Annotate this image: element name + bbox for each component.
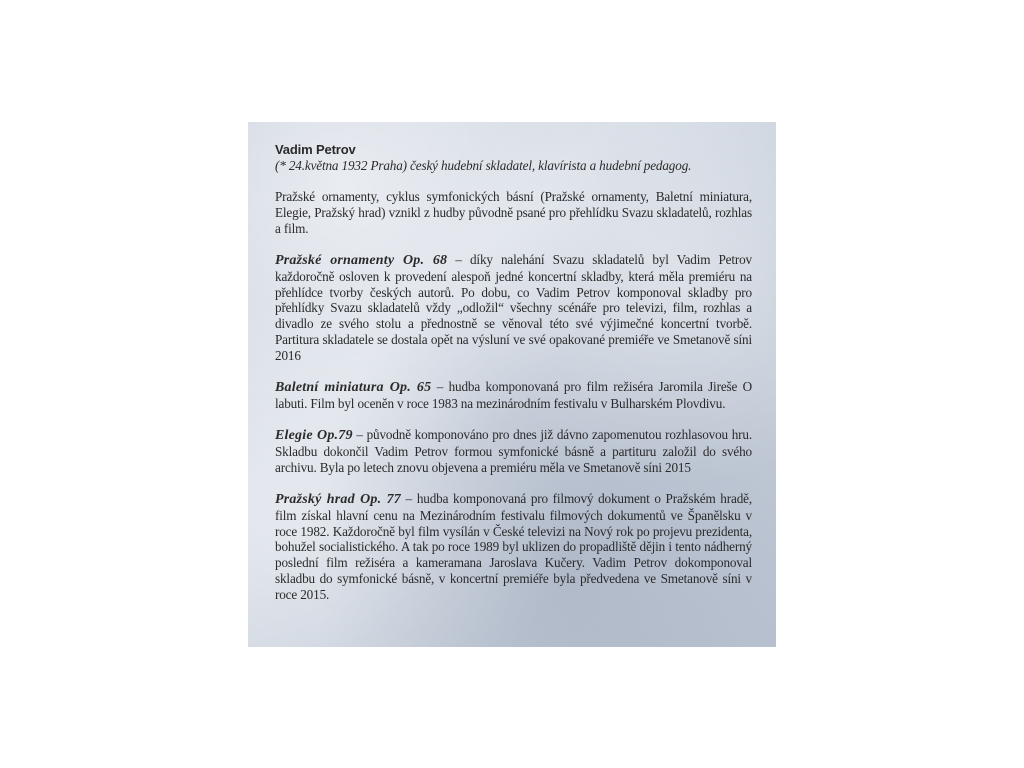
- intro-paragraph: Pražské ornamenty, cyklus symfonických básní (Pražské ornamenty, Baletní miniatura, Elegie, Pražský hrad) vznikl z hudby původně psané pro přehlídku Svazu skladatelů, rozhlas a film.: [275, 189, 752, 236]
- work-description: – díky nalehání Svazu skladatelů byl Vadim Petrov každoročně osloven k provedení alespoň jedné koncertní skladby, která měla premiéru na přehlídce tvorby českých autorů. Po dobu, co Vadim Petrov komponoval skladby pro přehlídky Svazu skladatelů vždy „odložil“ všechny scénáře pro televizi, film, rozhlas a divadlo ze svého stolu a přednostně se věnoval této své výjimečné koncertní tvorbě. Partitura skladatele se dostala opět na výsluní ve své opakované premiéře ve Smetanově síni 2016: [275, 251, 752, 363]
- author-header: [275, 142, 752, 174]
- work-description: – hudba komponovaná pro filmový dokument o Pražském hradě, film získal hlavní cenu na Mezinárodním festivalu filmových dokumentů ve Španělsku v roce 1982. Každoročně byl film vysílán v České televizi na Nový rok po projevu prezidenta, bohužel socialistického. A tak po roce 1989 byl uklizen do propadliště dějin i tento nádherný poslední film režiséra a kameramana Jaroslava Kučery. Vadim Petrov dokomponoval skladbu do symfonické básně, v koncertní premiéře byla předvedena ve Smetanově síni v roce 2015.: [275, 491, 752, 602]
- work-paragraph-elegie: [275, 427, 752, 475]
- work-title: Pražské ornamenty Op. 68: [275, 252, 448, 268]
- author-name: Vadim Petrov: [275, 142, 356, 157]
- work-title: Pražský hrad Op. 77: [275, 492, 401, 508]
- booklet-page: [248, 122, 776, 647]
- author-bio: (* 24.května 1932 Praha) český hudební skladatel, klavírista a hudební pedagog.: [275, 157, 692, 173]
- work-description: – hudba komponovaná pro film režiséra Jaromila Jireše O labuti. Film byl oceněn v roce 1983 na mezinárodním festivalu v Bulharském Plovdivu.: [275, 379, 752, 411]
- work-paragraph-prazske-ornamenty: [275, 252, 752, 364]
- work-paragraph-prazsky-hrad: [275, 491, 752, 603]
- work-title: Elegie Op.79: [275, 428, 353, 444]
- work-description: – původně komponováno pro dnes již dávno zapomenutou rozhlasovou hru. Skladbu dokončil Vadim Petrov formou symfonické básně a partituru založil do svého archivu. Byla po letech znovu objevena a premiéru měla ve Smetanově síni 2015: [275, 427, 752, 475]
- work-title: Baletní miniatura Op. 65: [275, 380, 432, 396]
- work-paragraph-baletni-miniatura: [275, 379, 752, 412]
